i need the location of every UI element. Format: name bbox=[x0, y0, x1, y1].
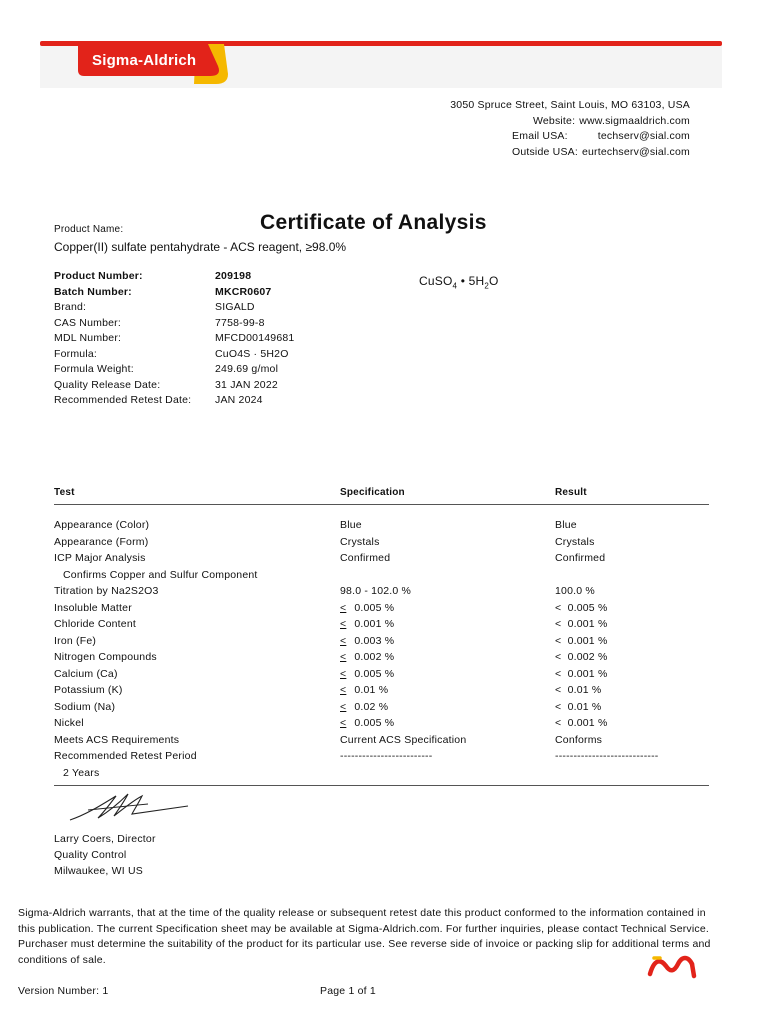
table-row bbox=[54, 699, 709, 716]
spec-value: 0.002 % bbox=[354, 651, 395, 663]
spec-cell bbox=[340, 517, 555, 534]
table-row bbox=[54, 682, 709, 699]
spec-value: Current ACS Specification bbox=[340, 733, 467, 746]
test-cell: ICP Major Analysis bbox=[54, 552, 146, 564]
info-label: Batch Number: bbox=[54, 285, 132, 298]
result-cell: ---------------------------- bbox=[555, 750, 659, 762]
spec-cell bbox=[340, 633, 555, 650]
spec-value: Confirmed bbox=[340, 552, 391, 564]
spec-value: 0.005 % bbox=[354, 667, 395, 680]
result-cell: Confirmed bbox=[555, 552, 606, 564]
less-equal-symbol: < bbox=[340, 684, 347, 696]
warranty-text: Sigma-Aldrich warrants, that at the time of the quality release or subsequent retest date this product conformed to the information contained in this publication. The current Specification sheet may be available at Sigma-Aldrich.com. For further inquiries, please contact Technical Service. Purchaser must determine the suitability of the product for its particular use. See reverse side of invoice or packing slip for additional terms and conditions of sale. bbox=[18, 907, 711, 966]
info-row bbox=[54, 393, 294, 409]
header-test: Test bbox=[54, 487, 75, 498]
outside-label: Outside USA: bbox=[511, 145, 578, 158]
info-label: Recommended Retest Date: bbox=[54, 394, 192, 406]
spec-cell bbox=[340, 600, 555, 617]
less-equal-symbol: < bbox=[340, 651, 347, 663]
table-row bbox=[54, 649, 709, 666]
address: 3050 Spruce Street, Saint Louis, MO 63103, USA bbox=[450, 99, 690, 111]
spec-cell bbox=[340, 666, 555, 683]
table-row bbox=[54, 567, 709, 584]
signature bbox=[68, 788, 193, 828]
spec-cell bbox=[340, 699, 555, 716]
website-link[interactable]: www.sigmaaldrich.com bbox=[579, 114, 690, 127]
structural-formula: CuSO$_4$ • $5H_2O$ bbox=[419, 274, 499, 291]
info-value: 31 JAN 2022 bbox=[215, 378, 278, 391]
spec-value: 0.003 % bbox=[354, 634, 395, 647]
table-row bbox=[54, 666, 709, 683]
result-cell: < 0.001 % bbox=[555, 717, 608, 729]
table-row bbox=[54, 633, 709, 650]
spec-cell bbox=[340, 550, 555, 567]
spec-cell bbox=[340, 534, 555, 551]
test-cell: Potassium (K) bbox=[54, 684, 123, 696]
less-equal-symbol: < bbox=[340, 700, 347, 713]
info-row bbox=[54, 285, 294, 301]
result-cell bbox=[557, 765, 709, 782]
table-row bbox=[54, 748, 709, 765]
test-cell: Meets ACS Requirements bbox=[54, 733, 180, 746]
signer-block bbox=[54, 831, 156, 879]
header-result: Result bbox=[555, 487, 587, 498]
table-body bbox=[54, 505, 709, 781]
test-cell: Sodium (Na) bbox=[54, 700, 116, 713]
result-cell: < 0.01 % bbox=[555, 684, 602, 696]
spec-cell bbox=[340, 732, 555, 749]
merck-logo-icon bbox=[646, 950, 700, 980]
test-cell: Recommended Retest Period bbox=[54, 750, 197, 762]
page-number: Page 1 of 1 bbox=[320, 985, 376, 997]
email-label: Email USA: bbox=[512, 130, 568, 142]
table-row bbox=[54, 517, 709, 534]
info-label: Quality Release Date: bbox=[54, 378, 161, 391]
less-equal-symbol: < bbox=[340, 634, 347, 647]
test-cell: Calcium (Ca) bbox=[54, 667, 118, 680]
test-cell: Appearance (Color) bbox=[54, 519, 150, 531]
info-row bbox=[54, 300, 294, 316]
info-row bbox=[54, 362, 294, 378]
info-label: CAS Number: bbox=[54, 316, 121, 329]
svg-text:Sigma-Aldrich: Sigma-Aldrich bbox=[92, 52, 197, 69]
version-number: Version Number: 1 bbox=[18, 985, 109, 997]
table-row bbox=[54, 534, 709, 551]
info-row bbox=[54, 378, 294, 394]
spec-value: 0.005 % bbox=[354, 717, 395, 729]
table-row bbox=[54, 765, 709, 782]
table-row bbox=[54, 616, 709, 633]
test-cell: Appearance (Form) bbox=[54, 535, 149, 548]
result-cell: < 0.001 % bbox=[555, 618, 608, 630]
result-cell: < 0.005 % bbox=[555, 601, 608, 614]
info-label: Formula: bbox=[54, 347, 98, 360]
page-title: Certificate of Analysis bbox=[260, 211, 487, 234]
result-cell: Conforms bbox=[555, 733, 603, 746]
product-name-label: Product Name: bbox=[54, 224, 124, 235]
info-value: CuO4S · 5H2O bbox=[215, 347, 289, 360]
spec-value: Blue bbox=[340, 519, 362, 531]
signer-dept: Quality Control bbox=[54, 849, 127, 861]
info-row bbox=[54, 316, 294, 332]
product-name: Copper(II) sulfate pentahydrate - ACS reagent, ≥98.0% bbox=[54, 240, 347, 254]
spec-cell bbox=[340, 616, 555, 633]
spec-cell bbox=[345, 765, 557, 782]
result-cell: 100.0 % bbox=[555, 585, 595, 597]
info-row bbox=[54, 331, 294, 347]
test-cell: Insoluble Matter bbox=[54, 601, 132, 614]
table-bottom-rule bbox=[54, 785, 709, 786]
result-cell: < 0.002 % bbox=[555, 651, 608, 663]
table-row bbox=[54, 583, 709, 600]
header-spec: Specification bbox=[340, 487, 405, 498]
test-cell: 2 Years bbox=[63, 766, 100, 779]
test-cell: Titration by Na2S2O3 bbox=[54, 585, 159, 597]
spec-value: 0.01 % bbox=[354, 684, 389, 696]
outside-email-link[interactable]: eurtechserv@sial.com bbox=[581, 145, 690, 158]
spec-cell bbox=[340, 649, 555, 666]
result-cell: < 0.01 % bbox=[555, 700, 602, 713]
test-cell: Chloride Content bbox=[54, 618, 136, 630]
spec-value: Crystals bbox=[340, 535, 380, 548]
test-cell: Iron (Fe) bbox=[54, 634, 97, 647]
info-value: SIGALD bbox=[215, 301, 255, 313]
results-table bbox=[54, 487, 709, 786]
less-equal-symbol: < bbox=[340, 717, 347, 729]
info-label: Product Number: bbox=[54, 270, 143, 282]
info-value: MFCD00149681 bbox=[215, 332, 295, 344]
table-row bbox=[54, 732, 709, 749]
info-row bbox=[54, 269, 294, 285]
test-cell: Confirms Copper and Sulfur Component bbox=[63, 568, 258, 581]
info-label: MDL Number: bbox=[54, 332, 122, 344]
product-info-list bbox=[54, 269, 294, 409]
info-value: 249.69 g/mol bbox=[215, 363, 279, 375]
sigma-aldrich-logo bbox=[78, 44, 230, 88]
info-value: JAN 2024 bbox=[215, 394, 263, 406]
spec-value: 0.005 % bbox=[354, 601, 395, 614]
result-cell: < 0.001 % bbox=[555, 634, 608, 647]
signer-name: Larry Coers, Director bbox=[54, 833, 156, 845]
table-row bbox=[54, 550, 709, 567]
spec-cell bbox=[345, 567, 557, 584]
spec-value: 0.001 % bbox=[354, 618, 395, 630]
result-cell: Crystals bbox=[555, 535, 595, 548]
info-value: 7758-99-8 bbox=[215, 316, 265, 329]
table-row bbox=[54, 715, 709, 732]
spec-value: 98.0 - 102.0 % bbox=[340, 585, 412, 597]
table-header bbox=[54, 487, 709, 504]
spec-cell bbox=[340, 715, 555, 732]
result-cell: Blue bbox=[555, 519, 577, 531]
spec-cell bbox=[340, 682, 555, 699]
info-value: 209198 bbox=[215, 270, 252, 282]
website-label: Website: bbox=[532, 114, 576, 127]
contact-block bbox=[450, 98, 690, 160]
result-cell bbox=[557, 567, 709, 584]
test-cell: Nickel bbox=[54, 717, 84, 729]
info-value: MKCR0607 bbox=[215, 285, 272, 298]
signer-location: Milwaukee, WI US bbox=[54, 865, 143, 877]
spec-cell bbox=[340, 583, 555, 600]
less-equal-symbol: < bbox=[340, 601, 347, 614]
info-label: Brand: bbox=[54, 301, 87, 313]
spec-cell bbox=[340, 748, 555, 765]
test-cell: Nitrogen Compounds bbox=[54, 651, 157, 663]
table-row bbox=[54, 600, 709, 617]
less-equal-symbol: < bbox=[340, 667, 347, 680]
spec-value: ------------------------- bbox=[340, 750, 433, 762]
less-equal-symbol: < bbox=[340, 618, 347, 630]
spec-value: 0.02 % bbox=[354, 700, 389, 713]
info-label: Formula Weight: bbox=[54, 363, 134, 375]
info-row bbox=[54, 347, 294, 363]
result-cell: < 0.001 % bbox=[555, 667, 608, 680]
email-link[interactable]: techserv@sial.com bbox=[597, 130, 690, 142]
